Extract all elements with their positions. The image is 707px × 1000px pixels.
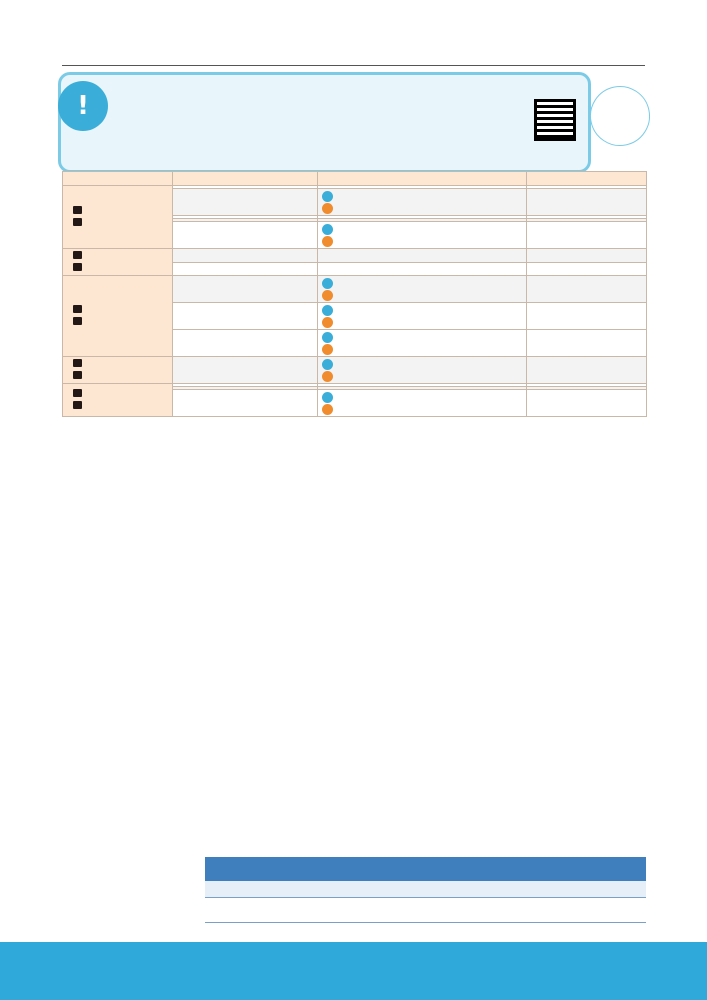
fee <box>527 249 647 263</box>
table-header-row <box>63 172 647 186</box>
date-place <box>318 390 527 417</box>
practical-badge <box>322 236 333 247</box>
course-name <box>173 262 318 276</box>
lecture-badge <box>322 332 333 343</box>
phone-icon <box>73 206 82 214</box>
practical-badge <box>322 317 333 328</box>
phone-icon <box>73 305 82 313</box>
fax-icon <box>73 371 82 379</box>
fax-icon <box>73 317 82 325</box>
table-row <box>63 357 647 384</box>
table-row <box>63 276 647 303</box>
banner-title <box>133 79 139 115</box>
date-place <box>318 303 527 330</box>
fee <box>527 330 647 357</box>
col-header-fee <box>527 172 647 186</box>
table-row <box>63 249 647 263</box>
branch-cell <box>63 249 173 276</box>
date-place <box>318 330 527 357</box>
header-divider <box>62 65 645 66</box>
phone-icon <box>73 359 82 367</box>
qr-code-icon[interactable] <box>534 99 576 141</box>
course-name <box>173 303 318 330</box>
practical-badge <box>322 290 333 301</box>
phone-icon <box>73 389 82 397</box>
fee <box>527 390 647 417</box>
date-place <box>318 189 527 216</box>
lecture-badge <box>322 305 333 316</box>
new-members-section <box>205 857 646 926</box>
fee <box>527 189 647 216</box>
seminar-table <box>62 171 647 417</box>
qr-bubble <box>584 80 655 151</box>
col-header-item <box>63 172 173 186</box>
fax-icon <box>73 218 82 226</box>
practical-badge <box>322 404 333 415</box>
course-name <box>173 189 318 216</box>
mascot-logo <box>62 853 200 927</box>
fee <box>527 276 647 303</box>
date-place <box>318 276 527 303</box>
course-name <box>173 357 318 384</box>
branch-cell <box>63 186 173 249</box>
fee <box>527 357 647 384</box>
table-row <box>205 898 646 923</box>
date-place <box>318 262 527 276</box>
practical-badge <box>322 344 333 355</box>
fee <box>527 262 647 276</box>
fee <box>527 222 647 249</box>
date-place <box>318 249 527 263</box>
branch-cell <box>63 357 173 384</box>
practical-badge <box>322 203 333 214</box>
lecture-badge <box>322 224 333 235</box>
course-name <box>173 249 318 263</box>
course-name <box>173 390 318 417</box>
nm-header-branch <box>205 881 351 898</box>
lecture-badge <box>322 191 333 202</box>
new-members-title <box>205 857 646 881</box>
nm-header-address <box>500 881 646 898</box>
lecture-badge <box>322 359 333 370</box>
seminar-banner <box>58 72 591 173</box>
date-place <box>318 357 527 384</box>
branch-cell <box>63 384 173 417</box>
col-header-course <box>173 172 318 186</box>
date-place <box>318 222 527 249</box>
page-footer <box>0 942 707 1000</box>
course-name <box>173 222 318 249</box>
nm-branch <box>205 898 351 923</box>
nm-header-company <box>351 881 501 898</box>
col-header-date-place <box>318 172 527 186</box>
nm-company <box>351 898 501 923</box>
course-name <box>173 330 318 357</box>
practical-badge <box>322 371 333 382</box>
new-members-table <box>205 881 646 923</box>
lecture-badge <box>322 278 333 289</box>
lecture-badge <box>322 392 333 403</box>
fax-icon <box>73 263 82 271</box>
course-name <box>173 276 318 303</box>
phone-icon <box>73 251 82 259</box>
branch-cell <box>63 276 173 357</box>
exclamation-icon: ! <box>58 81 108 131</box>
nm-address <box>500 898 646 923</box>
fax-icon <box>73 401 82 409</box>
fee <box>527 303 647 330</box>
